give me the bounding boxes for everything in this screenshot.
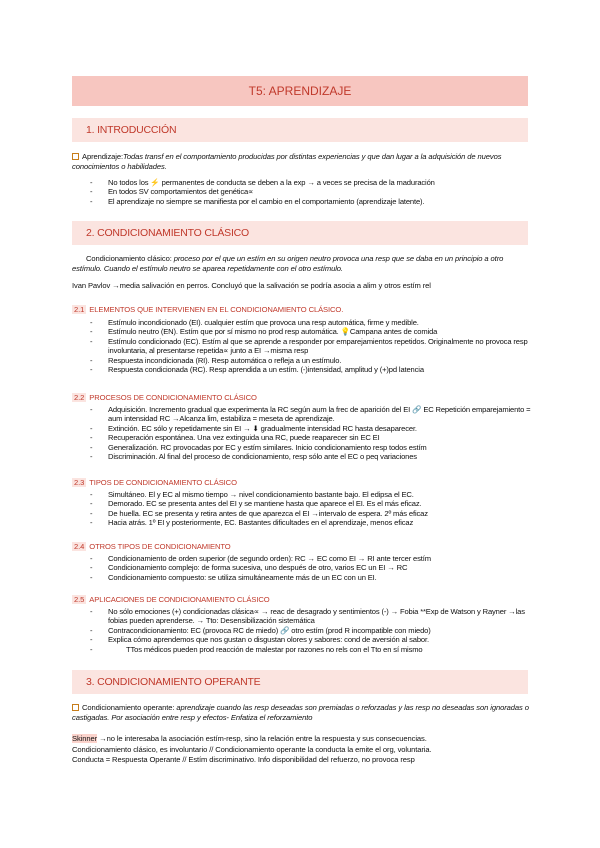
list-item: - Simultáneo. El y EC al mismo tiempo → nivel condicionamiento bastante bajo. El edipsa el EC. <box>90 490 414 499</box>
pavlov-note: Ivan Pavlov →media salivación en perros. Concluyó que la salivación se podría asocia a alim y otros estím rel <box>72 281 431 290</box>
list-item: - Estímulo condicionado (EC). Estím al que se aprende a responder por emparejamientos repetidos. Originalmente no provoca resp involuntaria, al presentarse repetida∝ junto a EI →misma resp <box>90 336 528 356</box>
list-item: - Extinción. EC sólo y repetidamente sin EI → ⬇ gradualmente intensidad RC hasta desaparecer. <box>90 423 417 433</box>
list-item: - Condicionamiento de orden superior (de segundo orden): RC → EC como EI → RI ante tercer estím <box>90 554 431 563</box>
skinner-highlight: Skinner <box>72 734 98 743</box>
procesos-bullet-list <box>72 405 532 461</box>
list-item: - Estímulo neutro (EN). Estím que por sí mismo no prod resp automática. 💡Campana antes de comida <box>90 327 438 337</box>
list-item: - Discriminación. Al final del proceso de condicionamiento, resp sólo ante el EC o peq variaciones <box>90 452 417 462</box>
document-title: T5: APRENDIZAJE <box>72 76 528 106</box>
section-condicionamiento-operante-heading: 3. CONDICIONAMIENTO OPERANTE <box>72 670 528 694</box>
tipos-bullet-list <box>72 490 532 528</box>
checkbox-icon <box>72 704 79 711</box>
list-item: - El aprendizaje no siempre se manifiesta por el cambio en el comportamiento (aprendizaje latente). <box>90 196 425 206</box>
list-item: - De huella. EC se presenta y retira antes de que aparezca el EI →intervalo de espera. 2º más eficaz <box>90 508 428 518</box>
subsection-2-1-heading: 2.1 ELEMENTOS QUE INTERVIENEN EN EL CONDICIONAMIENTO CLÁSICO. <box>74 305 344 314</box>
clasico-vs-operante-note: Condicionamiento clásico, es involuntario // Condicionamiento operante la conducta la emite el org, voluntaria. <box>72 745 432 754</box>
subsection-2-5-heading: 2.5 APLICACIONES DE CONDICIONAMIENTO CLÁSICO <box>74 595 270 604</box>
list-item: - Recuperación espontánea. Una vez extinguida una RC, puede reaparecer sin EC EI <box>90 433 380 443</box>
list-item: - No sólo emociones (+) condicionadas clásica∝ → reac de desagrado y sentimientos (-) → Fobia **Exp de Watson y Rayner →las fobias pueden aprenderse. → Tto: Desensibilización sistemática <box>90 607 525 626</box>
skinner-note: Skinner →no le interesaba la asociación estím-resp, sino la relación entre la respuesta y sus consecuencias. <box>72 734 427 743</box>
list-item: - No todos los ⚡ permanentes de conducta se deben a la exp → a veces se precisa de la maduración <box>90 178 435 187</box>
list-item: - Adquisición. Incremento gradual que experimenta la RC según aum la frec de aparición del EI 🔗 EC Repetición emparejamiento = aum intensidad RC →Alcanza lim, estabiliza = meseta de aprendizaje. <box>90 405 531 424</box>
section-condicionamiento-clasico-heading: 2. CONDICIONAMIENTO CLÁSICO <box>72 221 528 245</box>
subsection-2-4-heading: 2.4 OTROS TIPOS DE CONDICIONAMIENTO <box>74 542 231 551</box>
checkbox-icon <box>72 153 79 160</box>
list-item: - Condicionamiento complejo: de forma sucesiva, uno después de otro, varios EC un EI → RC <box>90 563 408 573</box>
otros-tipos-bullet-list <box>72 554 532 582</box>
subsection-2-3-heading: 2.3 TIPOS DE CONDICIONAMIENTO CLÁSICO <box>74 478 237 487</box>
list-item: - Demorado. EC se presenta antes del EI y se mantiene hasta que aparece el EI. Es el más eficaz. <box>90 499 422 509</box>
conducta-note: Conducta = Respuesta Operante // Estím discriminativo. Info disponibilidad del refuerzo, no provoca resp <box>72 755 415 764</box>
list-item: - TTos médicos pueden prod reacción de malestar por razones no rels con el Tto en sí mismo <box>90 644 423 654</box>
list-item: - Respuesta incondicionada (RI). Resp automática o refleja a un estímulo. <box>90 355 342 365</box>
list-item: - Hacia atrás. 1º EI y posteriormente, EC. Bastantes dificultades en el aprendizaje, menos eficaz <box>90 518 414 528</box>
aprendizaje-definition: Aprendizaje:Todas transf en el comportamiento producidas por distintas experiencias y que dan lugar a la adquisición de nuevos conocimientos o habilidades. <box>72 152 502 171</box>
list-item: - Condicionamiento compuesto: se utiliza simultáneamente más de un EC con un EI. <box>90 572 377 582</box>
list-item: - Explica cómo aprendemos que nos gustan o disgustan olores y sabores: cond de aversión al sabor. <box>90 635 429 645</box>
list-item: - Generalización. RC provocadas por EC y estím similares. Inicio condicionamiento resp todos estím <box>90 442 427 452</box>
elementos-bullet-list <box>72 318 532 374</box>
list-item: - Contracondicionamiento: EC (provoca RC de miedo) 🔗 otro estím (prod R incompatible con miedo) <box>90 625 431 635</box>
aplicaciones-bullet-list <box>72 607 532 654</box>
condicionamiento-clasico-definition: Condicionamiento clásico: proceso por el que un estím en su origen neutro provoca una resp que se daba en un principio a otro estímulo. Cuando el estímulo neutro se aparea repetidamente con el otro estímulo. <box>72 254 504 273</box>
intro-bullet-list <box>72 178 532 206</box>
section-introduccion-heading: 1. INTRODUCCIÓN <box>72 118 528 142</box>
condicionamiento-operante-definition: Condicionamiento operante: aprendizaje cuando las resp deseadas son premiadas o reforzadas y las resp no deseadas son ignoradas o castigadas. Por asociación entre resp y efectos- Enfatiza el reforzamiento <box>72 703 529 722</box>
subsection-2-2-heading: 2.2 PROCESOS DE CONDICIONAMIENTO CLÁSICO <box>74 393 257 402</box>
list-item: - Estímulo incondicionado (EI). cualquier estím que provoca una resp automática, firme y medible. <box>90 318 419 327</box>
list-item: - En todos SV comportamientos det genética∝ <box>90 187 254 197</box>
list-item: - Respuesta condicionada (RC). Resp aprendida a un estím. (-)intensidad, amplitud y (+)pd latencia <box>90 365 424 375</box>
